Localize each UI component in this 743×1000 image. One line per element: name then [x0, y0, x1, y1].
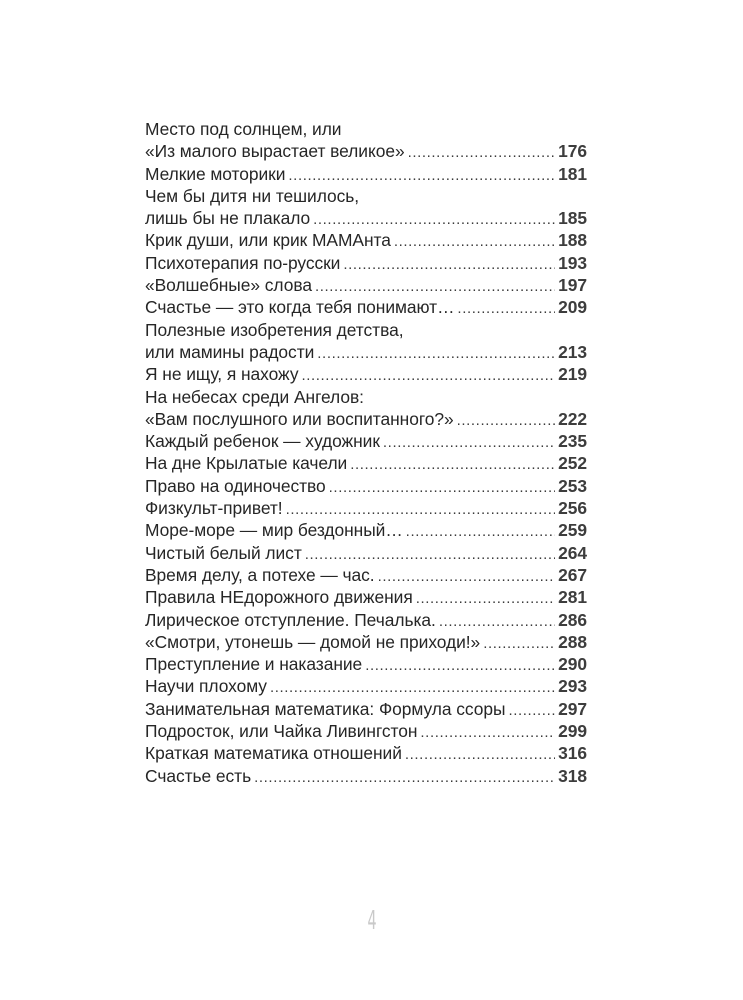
table-of-contents — [145, 118, 587, 787]
toc-page-number: 253 — [558, 475, 587, 496]
toc-page-number: 290 — [558, 654, 587, 675]
toc-page-number: 197 — [558, 275, 587, 296]
toc-title-line — [145, 698, 587, 720]
toc-entry — [145, 631, 587, 653]
toc-title: «Вам послушного или воспитанного?» — [145, 408, 454, 429]
toc-page-number: 181 — [558, 163, 587, 184]
toc-entry — [145, 720, 587, 742]
toc-entry — [145, 163, 587, 185]
toc-title-line — [145, 386, 587, 408]
toc-title: Физкульт-привет! — [145, 498, 283, 519]
toc-page-number: 219 — [558, 364, 587, 385]
toc-entry — [145, 765, 587, 787]
toc-title-line — [145, 765, 587, 787]
toc-entry — [145, 475, 587, 497]
toc-page-number: 267 — [558, 564, 587, 585]
toc-entry — [145, 274, 587, 296]
toc-entry — [145, 319, 587, 364]
toc-title: Психотерапия по-русски — [145, 252, 341, 273]
dot-leader — [301, 365, 555, 387]
toc-title-part: Место под солнцем, или — [145, 119, 342, 139]
page-number: 4 — [367, 906, 377, 936]
toc-title: Я не ищу, я нахожу — [145, 364, 299, 385]
toc-title-line — [145, 742, 587, 764]
dot-leader — [394, 231, 555, 253]
toc-title-part: Чем бы дитя ни тешилось, — [145, 185, 360, 206]
dot-leader — [439, 611, 555, 633]
toc-page-number: 288 — [558, 631, 587, 652]
dot-leader — [408, 142, 555, 164]
dot-leader — [329, 477, 555, 499]
dot-leader — [406, 521, 555, 543]
dot-leader — [483, 633, 555, 655]
toc-title-line — [145, 653, 587, 675]
toc-page-number: 297 — [558, 698, 587, 719]
toc-title-part: Полезные изобретения детства, — [145, 319, 404, 340]
toc-entry — [145, 252, 587, 274]
dot-leader — [254, 767, 555, 789]
toc-title: Мелкие моторики — [145, 163, 286, 184]
toc-title-line — [145, 252, 587, 274]
toc-title-line — [145, 296, 587, 318]
toc-page-number: 252 — [558, 453, 587, 474]
dot-leader — [508, 700, 555, 722]
dot-leader — [416, 588, 555, 610]
toc-title-line — [145, 631, 587, 653]
dot-leader — [315, 276, 555, 298]
toc-title: Чистый белый лист — [145, 542, 302, 563]
toc-entry — [145, 564, 587, 586]
toc-page-number: 185 — [558, 208, 587, 229]
toc-title: Море-море — мир бездонный… — [145, 520, 403, 541]
toc-title: Счастье есть — [145, 765, 252, 786]
toc-title-line — [145, 185, 587, 207]
toc-entry — [145, 229, 587, 251]
toc-entry — [145, 497, 587, 519]
toc-page-number: 188 — [558, 230, 587, 251]
toc-entry — [145, 386, 587, 431]
dot-leader — [420, 722, 555, 744]
toc-title-line — [145, 475, 587, 497]
dot-leader — [383, 432, 555, 454]
toc-title: Право на одиночество — [145, 475, 326, 496]
toc-title: или мамины радости — [145, 341, 315, 362]
toc-entry — [145, 118, 587, 163]
toc-title: Крик души, или крик МАМАнта — [145, 230, 391, 251]
toc-entry — [145, 452, 587, 474]
dot-leader — [270, 677, 555, 699]
dot-leader — [378, 566, 555, 588]
toc-title-line — [145, 564, 587, 586]
toc-title: Время делу, а потехе — час. — [145, 564, 375, 585]
toc-title-line — [145, 363, 587, 385]
toc-title: Счастье — это когда тебя понимают… — [145, 297, 455, 318]
dot-leader — [457, 410, 555, 432]
toc-entry — [145, 185, 587, 230]
toc-title-line — [145, 140, 587, 162]
dot-leader — [405, 744, 555, 766]
toc-page-number: 318 — [558, 765, 587, 786]
toc-page-number: 213 — [558, 341, 587, 362]
toc-title: «Из малого вырастает великое» — [145, 141, 405, 162]
toc-entry — [145, 586, 587, 608]
toc-title: «Смотри, утонешь — домой не приходи!» — [145, 631, 481, 652]
toc-page-number: 209 — [558, 297, 587, 318]
toc-title-line — [145, 675, 587, 697]
toc-title-line — [145, 586, 587, 608]
toc-page-number: 299 — [558, 721, 587, 742]
toc-title: Подросток, или Чайка Ливингстон — [145, 721, 418, 742]
dot-leader — [286, 499, 555, 521]
dot-leader — [305, 544, 555, 566]
toc-title-line — [145, 497, 587, 519]
dot-leader — [457, 298, 555, 320]
toc-title: Лирическое отступление. Печалька. — [145, 609, 436, 630]
toc-page-number: 256 — [558, 498, 587, 519]
toc-entry — [145, 609, 587, 631]
toc-page-number: 286 — [558, 609, 587, 630]
toc-entry — [145, 363, 587, 385]
toc-title-line — [145, 207, 587, 229]
toc-page-number: 222 — [558, 408, 587, 429]
toc-title-line — [145, 720, 587, 742]
toc-page-number: 281 — [558, 587, 587, 608]
toc-title: Научи плохому — [145, 676, 267, 697]
toc-title-line — [145, 229, 587, 251]
toc-page-number: 293 — [558, 676, 587, 697]
toc-title: лишь бы не плакало — [145, 208, 311, 229]
toc-title: Занимательная математика: Формула ссоры — [145, 698, 506, 719]
toc-title-line — [145, 319, 587, 341]
toc-page-number: 193 — [558, 252, 587, 273]
toc-entry — [145, 430, 587, 452]
toc-page-number: 176 — [558, 141, 587, 162]
dot-leader — [350, 454, 555, 476]
toc-title-line — [145, 118, 587, 140]
toc-title: Каждый ребенок — художник — [145, 431, 380, 452]
toc-title-line — [145, 519, 587, 541]
dot-leader — [343, 254, 555, 276]
toc-page-number: 235 — [558, 431, 587, 452]
toc-entry — [145, 675, 587, 697]
toc-entry — [145, 296, 587, 318]
toc-page-number: 259 — [558, 520, 587, 541]
toc-title-line — [145, 163, 587, 185]
toc-page-number: 264 — [558, 542, 587, 563]
toc-entry — [145, 519, 587, 541]
toc-title-line — [145, 609, 587, 631]
toc-title: Правила НЕдорожного движения — [145, 587, 413, 608]
toc-title-line — [145, 542, 587, 564]
dot-leader — [288, 165, 555, 187]
toc-title-line — [145, 430, 587, 452]
toc-entry — [145, 653, 587, 675]
toc-title: «Волшебные» слова — [145, 275, 312, 296]
toc-title-line — [145, 341, 587, 363]
toc-title: Преступление и наказание — [145, 654, 363, 675]
toc-title-line — [145, 408, 587, 430]
toc-title-line — [145, 274, 587, 296]
toc-entry — [145, 698, 587, 720]
toc-title: На дне Крылатые качели — [145, 453, 348, 474]
toc-title: Краткая математика отношений — [145, 743, 402, 764]
toc-title-part: На небесах среди Ангелов: — [145, 386, 364, 407]
dot-leader — [313, 209, 555, 231]
dot-leader — [365, 655, 555, 677]
toc-title-line — [145, 452, 587, 474]
toc-page-number: 316 — [558, 743, 587, 764]
dot-leader — [317, 343, 555, 365]
toc-entry — [145, 742, 587, 764]
toc-entry — [145, 542, 587, 564]
